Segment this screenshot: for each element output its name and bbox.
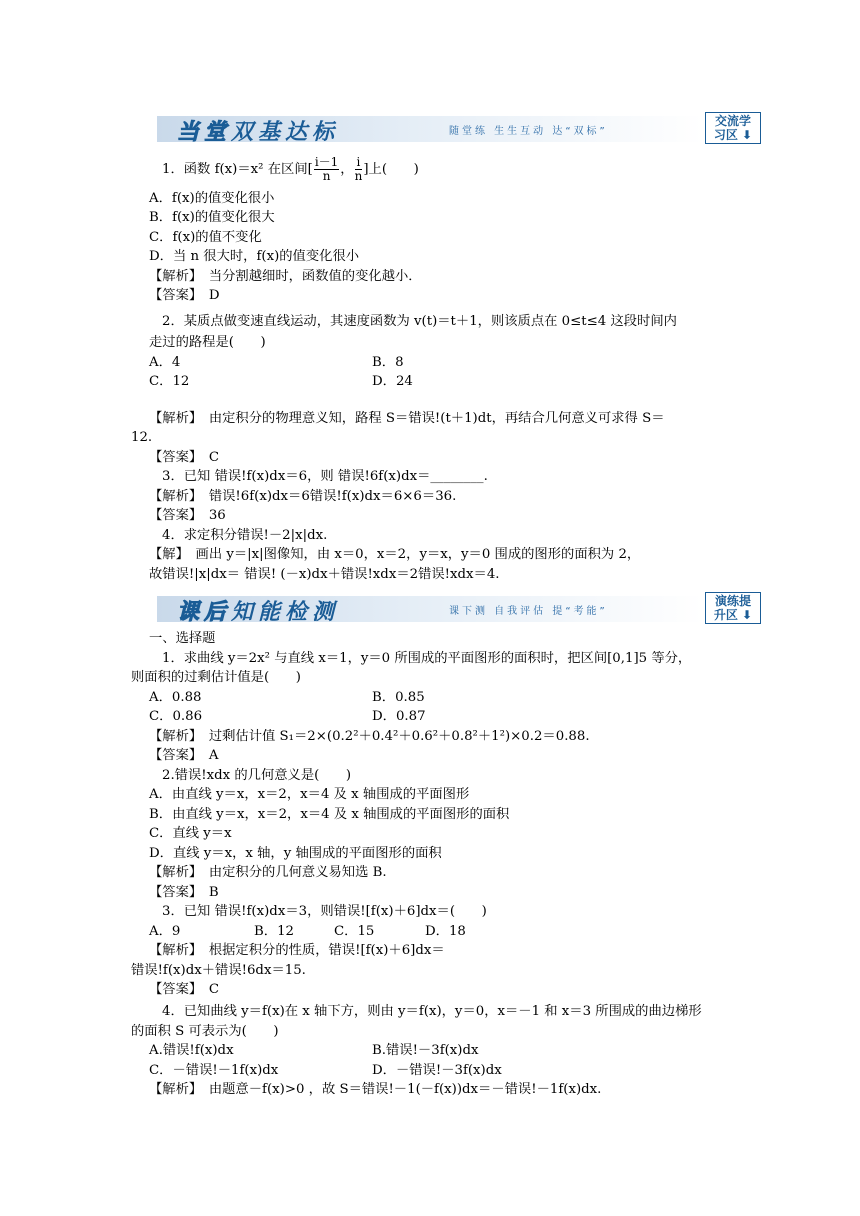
option-a: A.错误!f(x)dx [149, 1043, 234, 1058]
option-a: A．0.88 [149, 690, 202, 705]
analysis: 【解析】 错误!6f(x)dx＝6错误!f(x)dx＝6×6＝36. [149, 489, 457, 504]
option-d: D．当 n 很大时，f(x)的值变化很小 [149, 249, 360, 264]
banner-box: 交流学 习区 ⬇ [705, 112, 761, 144]
question-1: 1．函数 f(x)＝x² 在区间[ $\frac{i-1}{n}$ ， $\frac{i}{n}$ ]上( ) [162, 155, 419, 183]
fraction: $\frac{i}{n}$ [354, 155, 363, 183]
solution: 【解】 画出 y＝|x|图像知，由 x＝0，x＝2，y＝x，y＝0 围成的图形的面积为 2， [149, 547, 641, 562]
question-2-cont: 走过的路程是( ) [149, 335, 266, 350]
option-a: A．由直线 y＝x，x＝2，x＝4 及 x 轴围成的平面图形 [149, 787, 470, 802]
question-3: 3．已知 错误!f(x)dx＝3，则错误![f(x)＋6]dx＝( ) [162, 904, 487, 919]
section-banner-classroom [157, 112, 762, 146]
option-a: A．9 [149, 924, 181, 939]
option-b: B．由直线 y＝x，x＝2，x＝4 及 x 轴围成的平面图形的面积 [149, 807, 510, 822]
answer: 【答案】 C [149, 982, 220, 997]
option-a: A．f(x)的值变化很小 [149, 191, 275, 206]
analysis-cont: 12. [131, 430, 153, 445]
option-d: D．24 [372, 374, 413, 389]
analysis-cont: 错误!f(x)dx＋错误!6dx＝15. [131, 963, 306, 978]
option-c: C．－错误!－1f(x)dx [149, 1063, 279, 1078]
option-d: D．直线 y＝x，x 轴，y 轴围成的平面图形的面积 [149, 846, 442, 861]
question-4: 4．求定积分错误!－2|x|dx. [162, 528, 328, 543]
option-d: D．－错误!－3f(x)dx [372, 1063, 502, 1078]
answer: 【答案】 A [149, 748, 219, 763]
banner-box: 演练提 升区 ⬇ [705, 592, 761, 624]
option-b: B．f(x)的值变化很大 [149, 210, 275, 225]
question-4-cont: 的面积 S 可表示为( ) [131, 1024, 279, 1039]
option-b: B.错误!－3f(x)dx [372, 1043, 479, 1058]
question-2: 2.错误!xdx 的几何意义是( ) [162, 768, 352, 783]
answer: 【答案】 B [149, 885, 219, 900]
analysis: 【解析】 当分割越细时，函数值的变化越小． [149, 269, 422, 284]
answer: 【答案】 36 [149, 508, 226, 523]
option-c: C．15 [334, 924, 375, 939]
option-d: D．0.87 [372, 709, 426, 724]
option-c: C．直线 y＝x [149, 826, 232, 841]
analysis: 【解析】 由定积分的几何意义易知选 B. [149, 865, 387, 880]
section-heading: 一、选择题 [149, 631, 216, 646]
question-1-cont: 则面积的过剩估计值是( ) [131, 670, 301, 685]
banner-title: 课后知能检测 [177, 600, 340, 625]
option-b: B．12 [254, 924, 294, 939]
question-2: 2．某质点做变速直线运动，其速度函数为 v(t)＝t＋1，则该质点在 0≤t≤4 这段时间内 [162, 314, 677, 329]
option-c: C．f(x)的值不变化 [149, 230, 262, 245]
banner-title: 当堂双基达标 [177, 120, 340, 145]
section-banner-homework [157, 592, 762, 626]
question-1: 1．求曲线 y＝2x² 与直线 x＝1，y＝0 所围成的平面图形的面积时，把区间[0,1]5 等分， [162, 651, 692, 666]
analysis: 【解析】 由题意－f(x)>0 ，故 S＝错误!－1(－f(x))dx＝－错误!－1f(x)dx. [149, 1082, 602, 1097]
solution-cont: 故错误!|x|dx＝ 错误! (－x)dx＋错误!xdx＝2错误!xdx＝4. [149, 567, 500, 582]
analysis: 【解析】 由定积分的物理意义知，路程 S＝错误!(t＋1)dt，再结合几何意义可求得 S＝ [149, 411, 665, 426]
option-b: B．0.85 [372, 690, 425, 705]
banner-subtitle: 随堂练 生生互动 达“双标” [449, 126, 608, 137]
answer: 【答案】 C [149, 450, 220, 465]
question-3: 3．已知 错误!f(x)dx＝6，则 错误!6f(x)dx＝________. [162, 469, 488, 484]
option-a: A．4 [149, 355, 181, 370]
analysis: 【解析】 根据定积分的性质，错误![f(x)＋6]dx＝ [149, 943, 445, 958]
fraction: $\frac{i-1}{n}$ [314, 155, 339, 183]
option-b: B．8 [372, 355, 404, 370]
answer: 【答案】 D [149, 288, 220, 303]
analysis: 【解析】 过剩估计值 S₁＝2×(0.2²＋0.4²＋0.6²＋0.8²＋1²)×0.2＝0.88. [149, 729, 590, 744]
question-4: 4．已知曲线 y＝f(x)在 x 轴下方，则由 y＝f(x)，y＝0，x＝－1 和 x＝3 所围成的曲边梯形 [162, 1004, 702, 1019]
option-c: C．12 [149, 374, 190, 389]
option-c: C．0.86 [149, 709, 203, 724]
option-d: D．18 [425, 924, 466, 939]
banner-subtitle: 课下测 自我评估 提“考能” [449, 606, 608, 617]
